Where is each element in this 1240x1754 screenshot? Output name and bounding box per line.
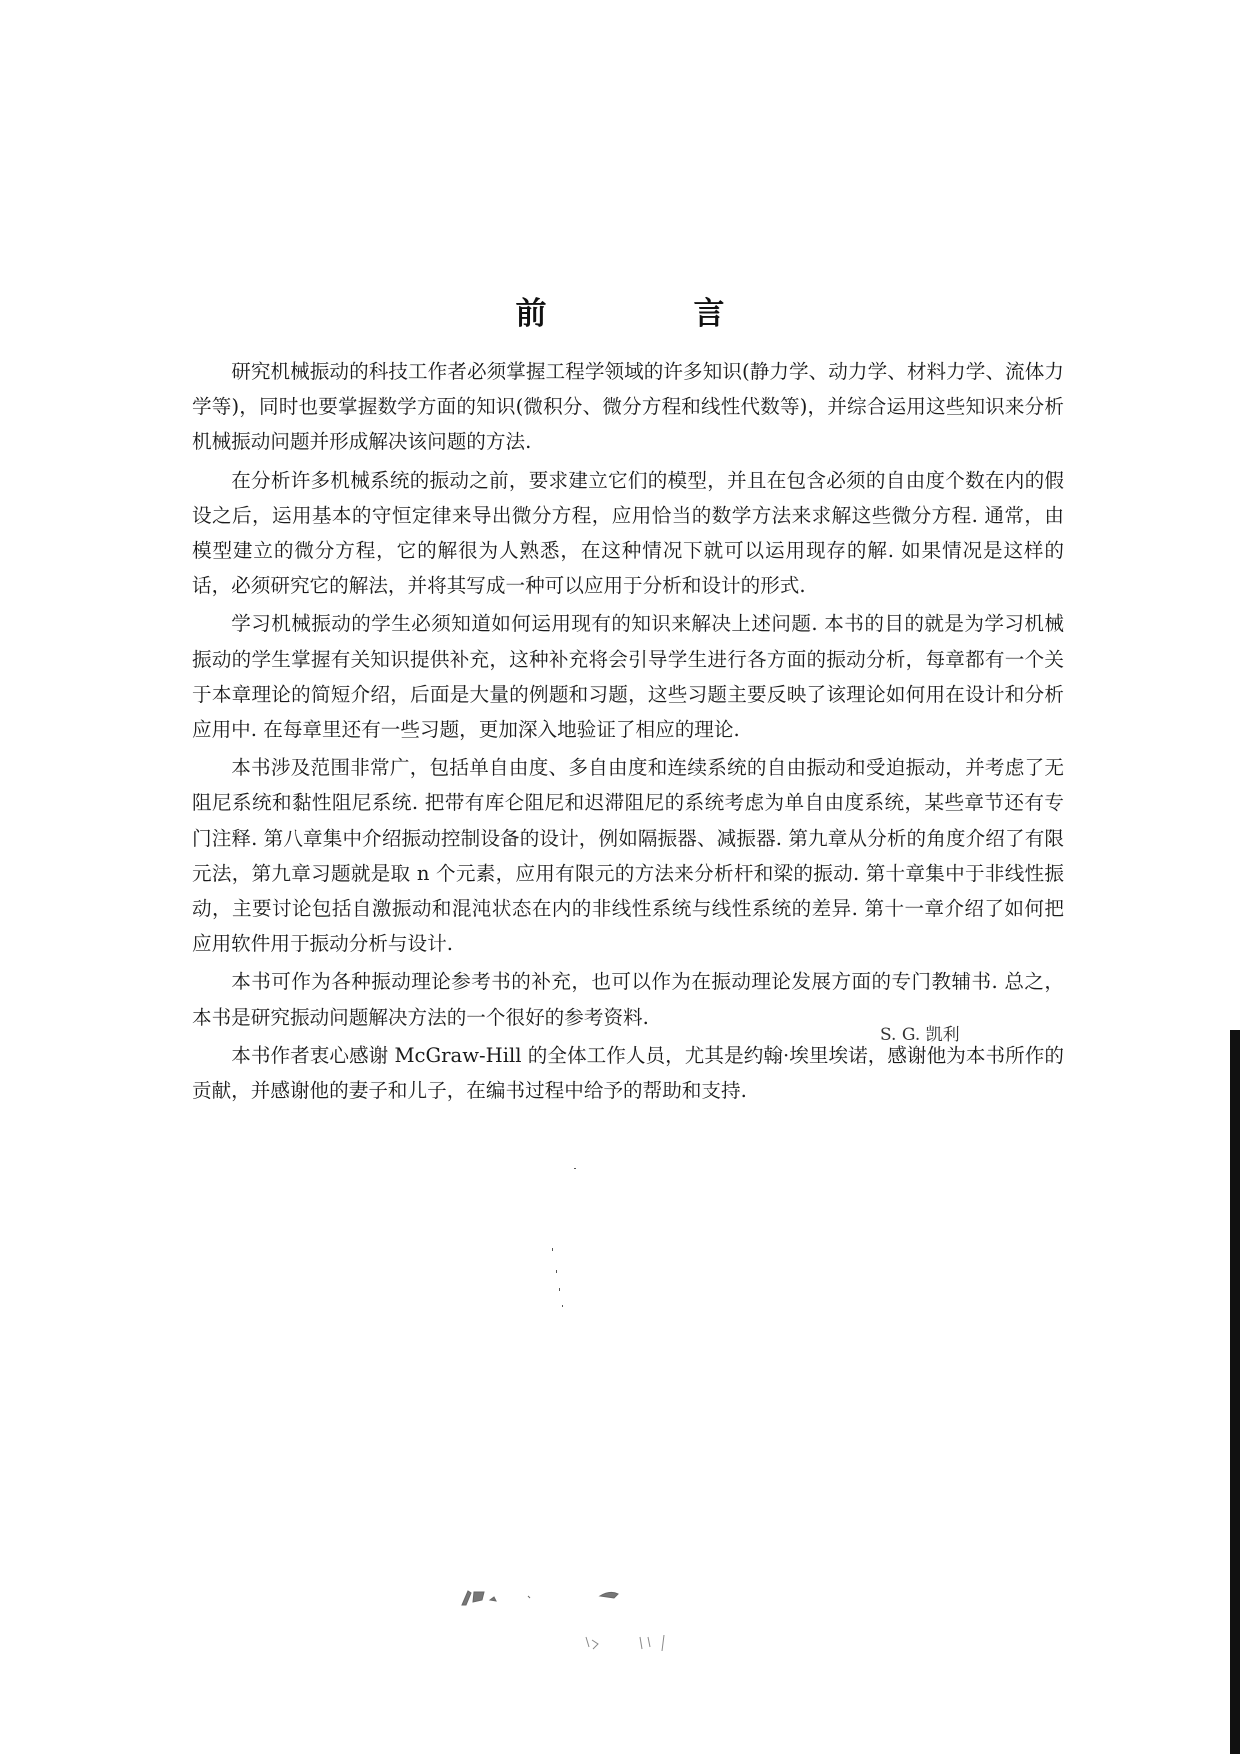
preface-body [192,354,1064,1111]
paragraph: 学习机械振动的学生必须知道如何运用现有的知识来解决上述问题. 本书的目的就是为学习机械振动的学生掌握有关知识提供补充，这种补充将会引导学生进行各方面的振动分析，每章都有一个关于本章理论的简短介绍，后面是大量的例题和习题，这些习题主要反映了该理论如何用在设计和分析应用中. 在每章里还有一些习题，更加深入地验证了相应的理论. [192,612,1064,742]
faint-stamp-mark [462,1591,618,1605]
speck [559,1288,560,1291]
paragraph: 本书可作为各种振动理论参考书的补充，也可以作为在振动理论发展方面的专门教辅书. 总之，本书是研究振动问题解决方法的一个很好的参考资料. [192,970,1064,1029]
speck [574,1168,576,1169]
speck [556,1270,557,1273]
page-title: 前 言 [515,296,783,332]
paragraph: 本书作者衷心感谢 McGraw-Hill 的全体工作人员，尤其是约翰·埃里埃诺，感谢他为本书所作的贡献，并感谢他的妻子和儿子，在编书过程中给予的帮助和支持. [192,1043,1064,1103]
paragraph: 本书涉及范围非常广，包括单自由度、多自由度和连续系统的自由振动和受迫振动，并考虑了无阻尼系统和黏性阻尼系统. 把带有库仑阻尼和迟滞阻尼的系统考虑为单自由度系统，某些章节还有专门注释. 第八章集中介绍振动控制设备的设计，例如隔振器、减振器. 第九章从分析的角度介绍了有限元法，第九章习题就是取 n 个元素，应用有限元的方法来分析杆和梁的振动. 第十章集中于非线性振动，主要讨论包括自激振动和混沌状态在内的非线性系统与线性系统的差异. 第十一章介绍了如何把应用软件用于振动分析与设计. [192,756,1064,956]
speck [552,1248,553,1251]
speck [562,1305,563,1307]
faint-stamp-mark [586,1635,664,1651]
paragraph: 在分析许多机械系统的振动之前，要求建立它们的模型，并且在包含必须的自由度个数在内的假设之后，运用基本的守恒定律来导出微分方程，应用恰当的数学方法来求解这些微分方程. 通常，由模型建立的微分方程，它的解很为人熟悉，在这种情况下就可以运用现存的解. 如果情况是这样的话，必须研究它的解法，并将其写成一种可以应用于分析和设计的形式. [192,468,1064,598]
paragraph: 研究机械振动的科技工作者必须掌握工程学领域的许多知识(静力学、动力学、材料力学、流体力学等)，同时也要掌握数学方面的知识(微积分、微分方程和线性代数等)，并综合运用这些知识来分析机械振动问题并形成解决该问题的方法. [192,360,1064,454]
scan-specks [462,1168,664,1651]
scan-edge-shadow [1230,1030,1240,1754]
author-signature: S. G. 凯利 [880,1025,960,1045]
